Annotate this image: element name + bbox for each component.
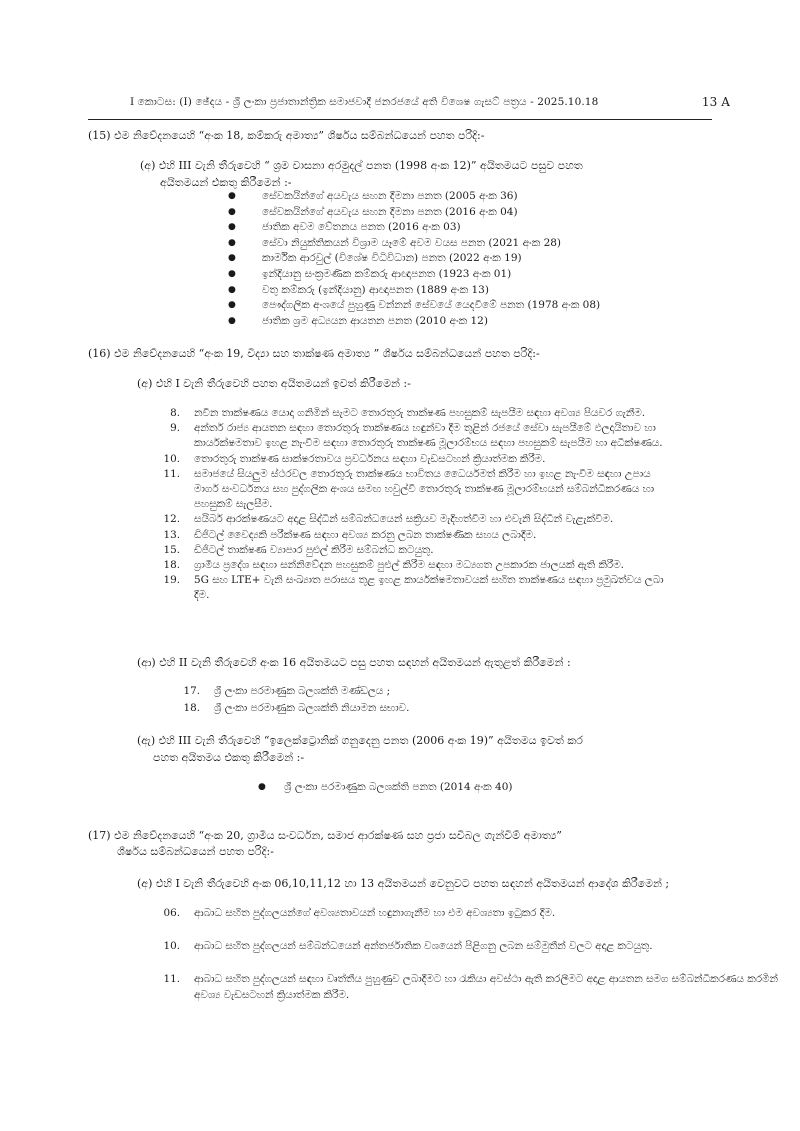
- numbered-item: [150, 558, 678, 573]
- list-item: ● සේවකයින්ගේ අයවැය සහන දීමනා පනත (2016 අංක 04): [228, 205, 600, 221]
- list-item: ● පෞද්ගලික අංශයේ පුහුණු වන්නන් සේවයේ යෙදවීමේ පනත (1978 අංක 08): [228, 298, 600, 314]
- section-16-sub-ae-line2: පහත අයිතමය එකතු කිරීමෙන් :-: [153, 751, 305, 764]
- section-17-heading-line1: (17) එම නිවේදනයෙහි “අංක 20, ග්‍රාමීය සංවර්ධන, සමාජ ආරක්ෂණ සහ ප්‍රජා සවිබල ගැන්වීම් අමාත්‍ය”: [88, 829, 562, 842]
- item-text: ශ්‍රී ලංකා පරමාණුක බලශක්ති මණ්ඩලය ;: [214, 685, 391, 697]
- item-text: ඩිජිටල් තාක්ෂණ ව්‍යාපාර පුළුල් කිරීම සම්බන්ධ කටයුතු.: [194, 543, 434, 556]
- section-16-aa-item-list: [170, 684, 570, 716]
- section-15-sub-a-line1: (අ) එහි III වැනි තීරුවෙහි “ ශ්‍රම වාසනා අරමුදල් පනත (1998 අංක 12)” අයිතමයට පසුව පහත: [140, 159, 583, 172]
- numbered-item: [150, 452, 678, 467]
- list-item: ● ඉන්දියානු සංක්‍රමණික කම්කරු ආඥාපනත (1923 අංක 01): [228, 267, 600, 283]
- section-15-heading: (15) එම නිවේදනයෙහි “අංක 18, කම්කරු අමාත්‍ය” ශීර්ෂය සම්බන්ධයෙන් පහත පරිදි:-: [88, 129, 485, 142]
- item-text: ග්‍රාමීය ප්‍රදේශ සඳහා සන්නිවේදන පහසුකම් පුළුල් කිරීම සඳහා මධ්‍යගත උපකාරක ජාලයක් ඇති කිරීම.: [194, 559, 624, 572]
- list-item: ● සේවා නියුක්තිකයන් විශ්‍රාම යෑමේ අවම වයස පනත (2021 අංක 28): [228, 236, 600, 252]
- numbered-item: [150, 972, 790, 1002]
- numbered-item: [170, 684, 570, 699]
- numbered-item: [150, 421, 678, 451]
- item-text: සයිබර් ආරක්ෂණයට අදාළ සිද්ධීන් සම්බන්ධයෙන් සක්‍රියව මැදිහත්වීම හා එවැනි සිද්ධීන් වැළැක්වීම.: [194, 513, 614, 526]
- item-text: 5G සහ LTE+ වැනි සංඛ්‍යාත පරාසය තුළ ඉහළ කාර්යක්ෂමතාවයක් සහිත තාක්ෂණය සඳහා ප්‍රමුඛත්වය ලබා දීම.: [194, 574, 664, 602]
- section-16-heading: (16) එම නිවේදනයෙහි “අංක 19, විද්‍යා සහ තාක්ෂණ අමාත්‍ය ” ශීර්ෂය සම්බන්ධයෙන් පහත පරිදි:-: [88, 347, 540, 360]
- numbered-item: [150, 528, 678, 543]
- item-number: 18.: [183, 702, 200, 715]
- item-number: 9.: [170, 422, 180, 435]
- list-item: ● ජාතික අවම වේතනය පනත (2016 අංක 03): [228, 220, 600, 236]
- section-16-item-list: [150, 406, 678, 604]
- item-number: 18.: [163, 559, 180, 572]
- section-17-sub-a: (අ) එහි I වැනි තීරුවෙහි අංක 06,10,11,12 හා 13 අයිතමයන් වෙනුවට පහත සඳහන් අයිතමයන් ආදේශ කිරීමෙන් ;: [137, 877, 670, 890]
- section-17-heading-line2: ශීර්ෂය සම්බන්ධයෙන් පහත පරිදි:-: [117, 845, 274, 858]
- list-item: ● කාර්මික ආරවුල් (විශේෂ විධිවිධාන) පනත (2022 අංක 19): [228, 251, 600, 267]
- item-text: ආබාධ සහිත පුද්ගලයන්ගේ අවශ්‍යතාවයන් හඳුනාගැනීම හා එම අවශ්‍යතා ඉටුකර දීම.: [194, 907, 556, 919]
- item-text: ශ්‍රී ලංකා පරමාණුක බලශක්ති නියාමන සභාව.: [214, 702, 410, 715]
- item-text: ආබාධ සහිත පුද්ගලයන් සඳහා වෘත්තීය පුහුණුව ලබාදීමට හා රැකියා අවස්ථා ඇති කරලීමට අදාළ ආයතන සමග සම්බන්ධීකරණය කරමින් අවශ්‍ය වැඩසටහන් ක්‍රියාත්මක කිරීම.: [194, 973, 778, 1001]
- list-item: ● වතු කම්කරු (ඉන්දියානු) ආඥාපනත (1889 අංක 13): [228, 283, 600, 299]
- item-text: සමාජයේ සියලුම ස්ථරවල තොරතුරු තාක්ෂණය භාවිතය ධෛර්යමත් කිරීම හා ඉහළ නැංවීම සඳහා උපාය මාර්ග සංවර්ධනය සහ පුද්ගලික අංශය සමඟ හවුල්වී තොරතුරු තාක්ෂණ මූලාරම්භයන් සම්බන්ධීකරණය හා පහසුකම් සැලසීම.: [194, 467, 655, 511]
- numbered-item: [170, 701, 570, 716]
- section-15-item-list: [228, 189, 600, 329]
- item-text: ඩිජිටල් වෛද්‍යකි පරීක්ෂණ සඳහා අවශ්‍ය කරනු ලබන තාක්ෂණික සහය ලබාදීම.: [194, 528, 537, 541]
- section-16-sub-aa: (ආ) එහි II වැනි තීරුවෙහි අංක 16 අයිතමයට පසු පහත සඳහන් අයිතමයන් ඇතුළත් කිරීමෙන් :: [137, 656, 571, 669]
- item-number: 06.: [163, 907, 180, 919]
- list-item: ● සේවකයින්ගේ අයවැය සහන දීමනා පනත (2005 අංක 36): [228, 189, 600, 205]
- item-number: 8.: [170, 407, 180, 419]
- numbered-item: [150, 543, 678, 558]
- item-number: 11.: [163, 467, 180, 480]
- item-number: 19.: [163, 574, 180, 587]
- numbered-item: [150, 906, 790, 921]
- item-number: 10.: [163, 940, 180, 953]
- item-text: ආබාධ සහිත පුද්ගලයන් සම්බන්ධයෙන් අන්තර්ජාතික වශයෙන් පිළිගනු ලබන සම්මුතීන් වලට අදාළ කටයුතු.: [194, 940, 653, 953]
- item-text: අන්තර් රාජ්‍ය ආයතන සඳහා තොරතුරු තාක්ෂණය හඳුන්වා දීම තුළින් රජයේ සේවා සැපයීමේ ඵලදායිතාව හා කාර්යක්ෂමතාව ඉහළ නැංවීම සඳහා තොරතුරු තාක්ෂණ මූලාරම්භය සඳහා පහසුකම් සැපයීම හා අධීක්ෂණය.: [194, 422, 663, 450]
- page-header: [130, 96, 730, 109]
- list-item: ● ශ්‍රී ලංකා පරමාණුක බලශක්ති පනත (2014 අංක 40): [258, 780, 512, 796]
- numbered-item: [150, 512, 678, 527]
- item-number: 11.: [163, 973, 180, 986]
- item-text: තොරතුරු තාක්ෂණ සාක්ෂරතාවය ප්‍රවර්ධනය සඳහා වැඩසටහන් ක්‍රියාත්මක කිරීම.: [194, 452, 546, 465]
- header-title: I කොටස: (I) ඡේදය - ශ්‍රී ලංකා ප්‍රජාතාන්ත්‍රික සමාජවාදී ජනරජයේ අති විශෙෂ ගැසට් පත්‍රය - 2025.10.18: [130, 96, 599, 108]
- item-number: 13.: [163, 528, 180, 541]
- header-divider: [88, 119, 712, 120]
- item-text: නවීන තාක්ෂණය යොදා ගනිමින් සැමට තොරතුරු තාක්ෂණ පහසුකම් සැපයීම සඳහා අවශ්‍ය පියවර ගැනීම.: [194, 407, 645, 419]
- section-16-sub-ae-line1: (ඇ) එහි III වැනි තීරුවෙහි “ඉලෙක්ට්‍රොනික් ගනුදෙනු පනත (2006 අංක 19)” අයිතමය ඉවත් කර: [137, 734, 583, 747]
- section-15-sub-a-line2: අයිතමයන් එකතු කිරීමෙන් :-: [160, 176, 292, 189]
- item-number: 10.: [163, 452, 180, 465]
- page-number: 13 A: [701, 95, 730, 109]
- item-number: 15.: [163, 543, 180, 556]
- section-17-item-list: [150, 906, 790, 1003]
- list-item: ● ජාතික ශ්‍රම අධ්‍යයන ආයතන පනත (2010 අංක 12): [228, 314, 600, 330]
- section-16-sub-a: (අ) එහි I වැනි තීරුවෙහි පහත අයිතමයන් ඉවත් කිරීමෙන් :-: [137, 377, 411, 390]
- section-16-ae-list: [258, 780, 512, 796]
- numbered-item: [150, 406, 678, 421]
- numbered-item: [150, 939, 790, 954]
- item-number: 17.: [183, 685, 200, 697]
- item-number: 12.: [163, 513, 180, 526]
- numbered-item: [150, 573, 678, 603]
- numbered-item: [150, 467, 678, 513]
